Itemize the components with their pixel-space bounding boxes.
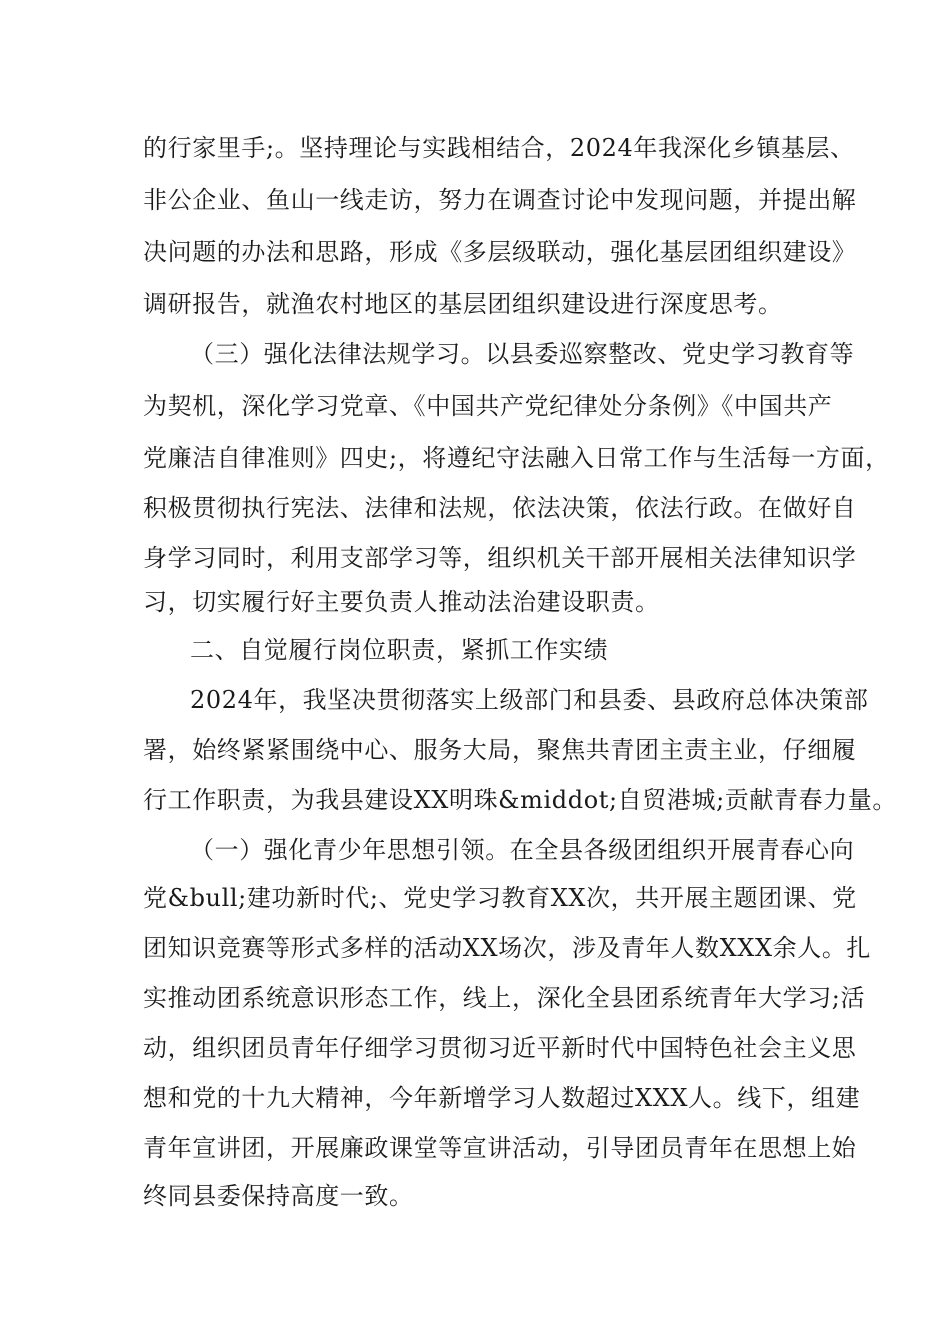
paragraph-start-line: 2024年，我坚决贯彻落实上级部门和县委、县政府总体决策部 <box>190 686 869 714</box>
text-line: 动，组织团员青年仔细学习贯彻习近平新时代中国特色社会主义思 <box>143 1034 857 1062</box>
text-line: 决问题的办法和思路，形成《多层级联动，强化基层团组织建设》 <box>143 238 857 266</box>
section-heading-line: （一）强化青少年思想引领。在全县各级团组织开展青春心向 <box>190 836 855 864</box>
text-line: 青年宣讲团，开展廉政课堂等宣讲活动，引导团员青年在思想上始 <box>143 1134 857 1162</box>
text-line: 署，始终紧紧围绕中心、服务大局，聚焦共青团主责主业，仔细履 <box>143 736 857 764</box>
text-line: 团知识竞赛等形式多样的活动XX场次，涉及青年人数XXX余人。扎 <box>143 934 872 962</box>
section-heading-line: （三）强化法律法规学习。以县委巡察整改、党史学习教育等 <box>190 340 855 368</box>
text-line: 习，切实履行好主要负责人推动法治建设职责。 <box>143 588 660 616</box>
text-line: 党廉洁自律准则》四史;，将遵纪守法融入日常工作与生活每一方面， <box>143 444 890 472</box>
text-line: 党&bull;建功新时代;、党史学习教育XX次，共开展主题团课、党 <box>143 884 857 912</box>
text-line: 的行家里手;。坚持理论与实践相结合，2024年我深化乡镇基层、 <box>143 134 855 162</box>
text-line: 身学习同时，利用支部学习等，组织机关干部开展相关法律知识学 <box>143 544 857 572</box>
text-line: 实推动团系统意识形态工作，线上，深化全县团系统青年大学习;活 <box>143 984 866 1012</box>
text-line: 积极贯彻执行宪法、法律和法规，依法决策，依法行政。在做好自 <box>143 494 857 522</box>
text-line: 终同县委保持高度一致。 <box>143 1182 414 1210</box>
text-line: 想和党的十九大精神，今年新增学习人数超过XXX人。线下，组建 <box>143 1084 861 1112</box>
text-line: 为契机，深化学习党章、《中国共产党纪律处分条例》《中国共产 <box>143 392 833 420</box>
text-line: 调研报告，就渔农村地区的基层团组织建设进行深度思考。 <box>143 290 783 318</box>
text-line: 非公企业、鱼山一线走访，努力在调查讨论中发现问题，并提出解 <box>143 186 857 214</box>
text-line: 行工作职责，为我县建设XX明珠&middot;自贸港城;贡献青春力量。 <box>143 786 897 814</box>
chapter-heading: 二、自觉履行岗位职责，紧抓工作实绩 <box>190 636 609 664</box>
